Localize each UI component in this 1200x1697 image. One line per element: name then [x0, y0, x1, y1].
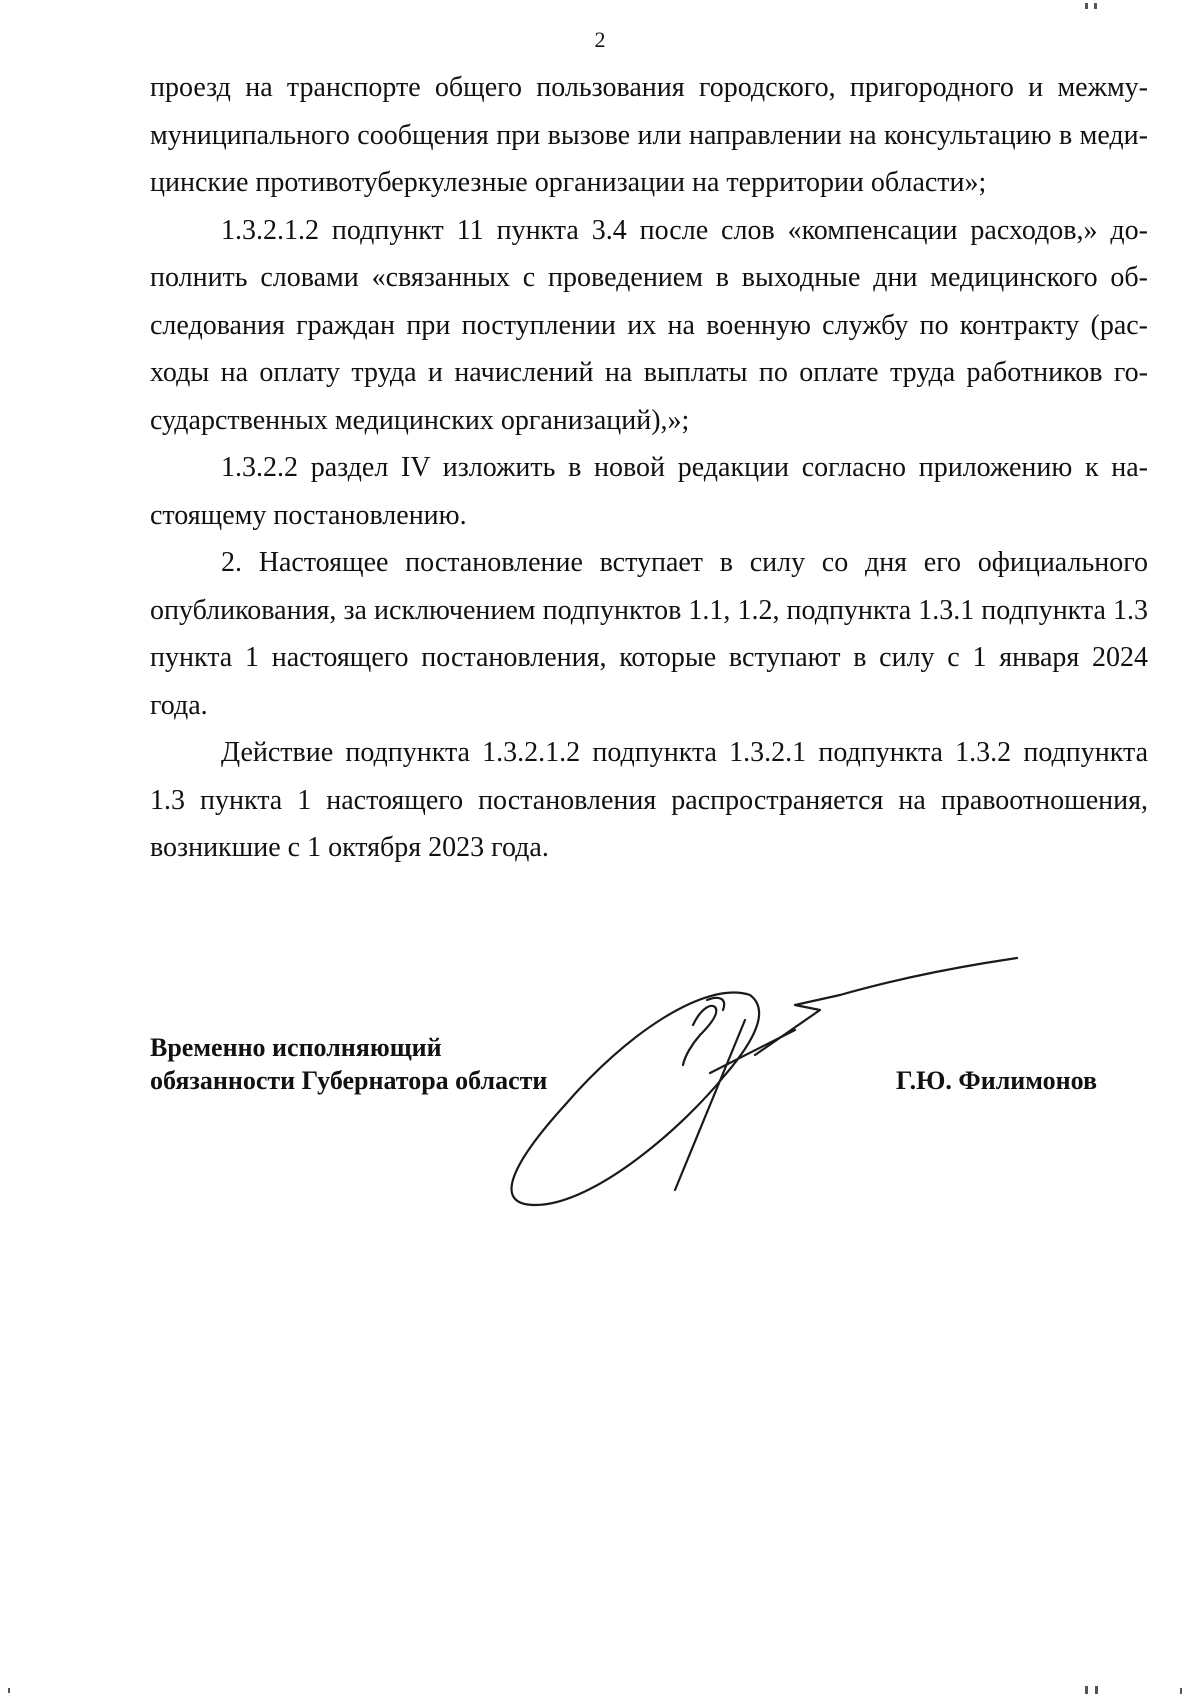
- paragraph-1-3-2-1-2: 1.3.2.1.2 подпункт 11 пункта 3.4 после слов «компенсации расходов,» до-полнить словами «связанных с проведением в выходные дни медицинского об-следования граждан при поступлении их на военную службу по контракту (рас-ходы на оплату труда и начислений на выплаты по оплате труда работников го-сударственных медицинских организаций),»;: [150, 214, 1148, 436]
- signatory-title-line-1: Временно исполняющий: [150, 1033, 442, 1062]
- signatory-name: Г.Ю. Филимонов: [896, 1066, 1098, 1095]
- scan-mark: [1094, 3, 1097, 9]
- scan-mark: [1180, 1688, 1182, 1694]
- scan-mark: [8, 1688, 10, 1693]
- scan-mark: [1085, 1686, 1088, 1694]
- signatory-title-line-2: обязанности Губернатора области: [150, 1066, 548, 1095]
- paragraph-clause-2: 2. Настоящее постановление вступает в силу со дня его официального опубликования, за исключением подпунктов 1.1, 1.2, подпункта 1.3.1 подпункта 1.3 пункта 1 настоящего постановления, которые вступают в силу с 1 января 2024 года.: [150, 547, 1148, 721]
- scan-mark: [1085, 3, 1088, 9]
- handwritten-signature: [505, 955, 1025, 1255]
- paragraph-continuation: проезд на транспорте общего пользования городского, пригородного и межму-муниципального сообщения при вызове или направлении на консультацию в меди-цинские противотуберкулезные организации на территории области»;: [150, 72, 1148, 198]
- signatory-title: [150, 1031, 547, 1097]
- scan-mark: [1095, 1686, 1098, 1694]
- document-body: [150, 64, 1148, 872]
- paragraph-1-3-2-2: 1.3.2.2 раздел IV изложить в новой редакции согласно приложению к на-стоящему постановлению.: [150, 452, 1148, 531]
- paragraph-effect: Действие подпункта 1.3.2.1.2 подпункта 1.3.2.1 подпункта 1.3.2 подпункта 1.3 пункта 1 настоящего постановления распространяется на правоотношения, возникшие с 1 октября 2023 года.: [150, 737, 1148, 863]
- page-number: 2: [594, 27, 606, 52]
